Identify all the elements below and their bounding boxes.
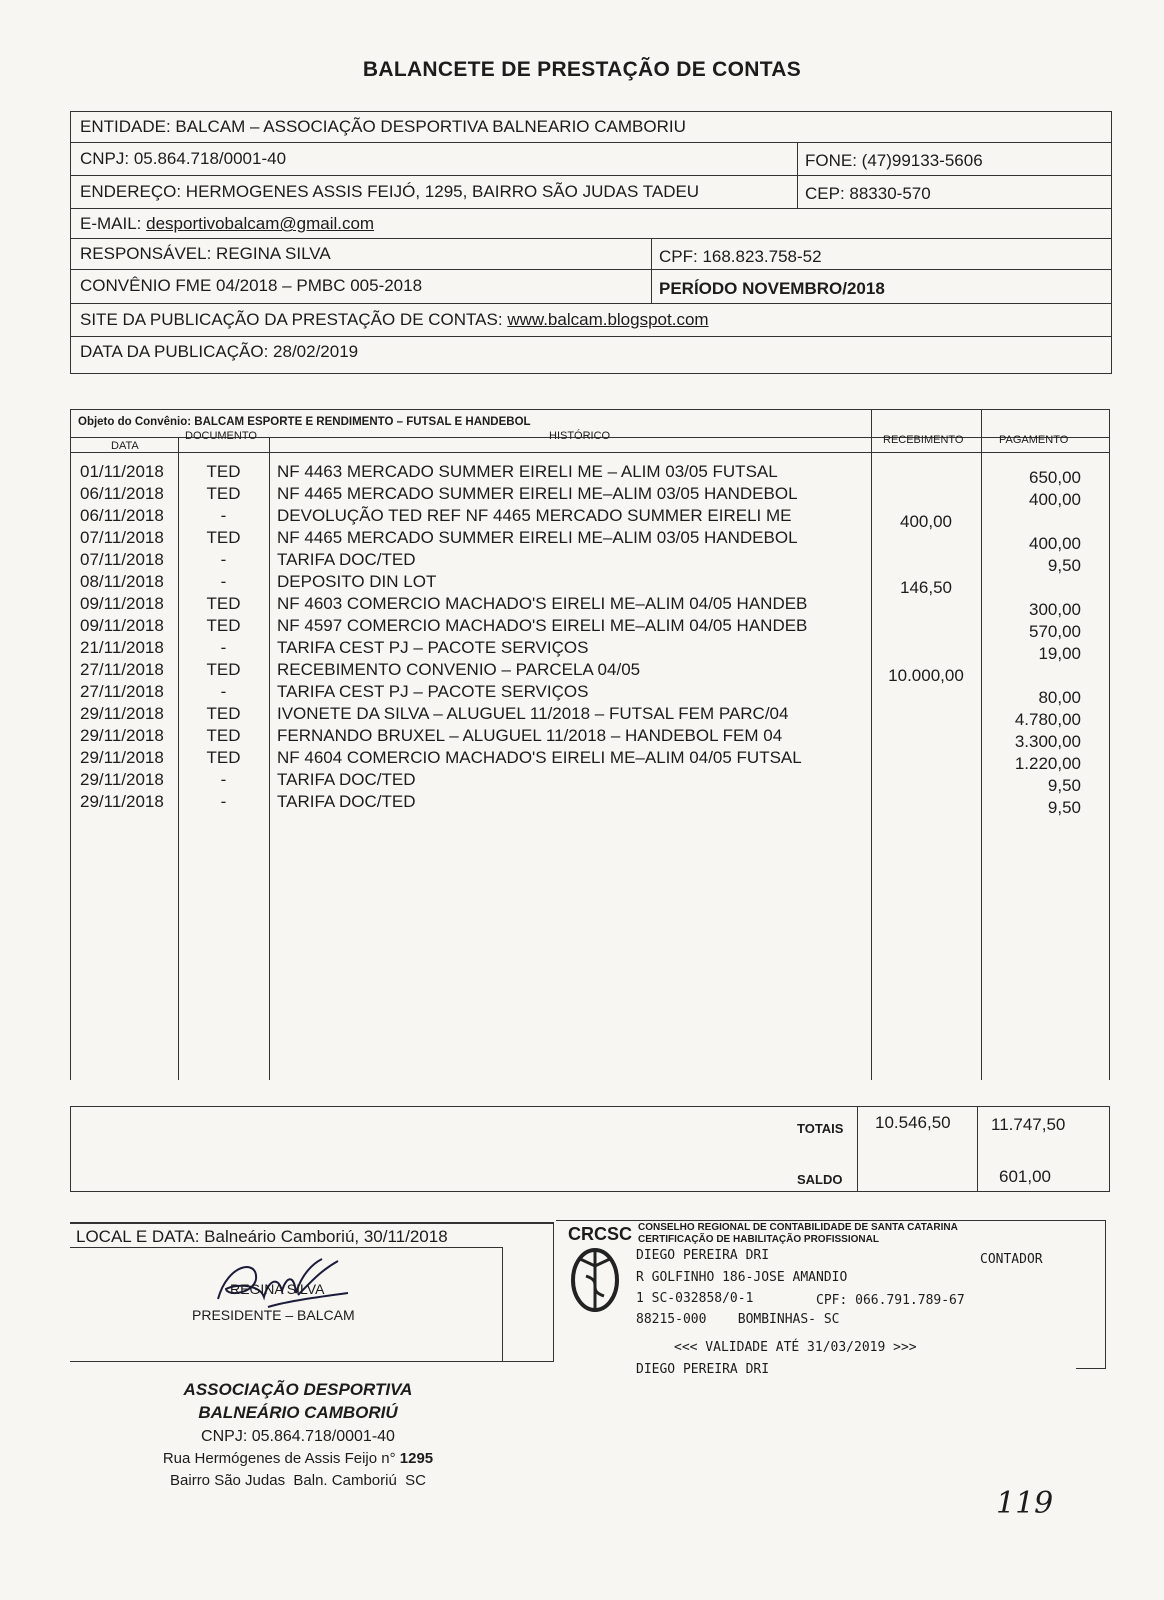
cell-historico: NF 4603 COMERCIO MACHADO'S EIRELI ME–ALIM 04/05 HANDEB	[277, 594, 808, 613]
stamp-org-text	[638, 1222, 958, 1246]
cell-historico: DEVOLUÇÃO TED REF NF 4465 MERCADO SUMMER EIRELI ME	[277, 506, 792, 525]
data-publicacao-text: DATA DA PUBLICAÇÃO: 28/02/2019	[80, 342, 359, 361]
cell-data: 07/11/2018	[80, 528, 164, 547]
cell-historico: TARIFA CEST PJ – PACOTE SERVIÇOS	[277, 682, 589, 701]
divider	[651, 238, 652, 303]
divider	[1076, 1368, 1106, 1369]
cell-documento: TED	[206, 704, 241, 723]
cell-documento: TED	[206, 726, 241, 745]
site-row	[80, 310, 709, 330]
cell-pagamento: 300,00	[1029, 600, 1081, 619]
site-label: SITE DA PUBLICAÇÃO DA PRESTAÇÃO DE CONTAS:	[80, 310, 508, 329]
divider	[797, 142, 798, 208]
cell-documento: TED	[206, 462, 241, 481]
cell-documento: -	[220, 506, 227, 525]
divider	[857, 1107, 858, 1191]
cell-documento: TED	[206, 528, 241, 547]
cell-pagamento: 1.220,00	[1014, 754, 1081, 773]
divider	[71, 336, 1111, 337]
signature-box	[70, 1222, 554, 1362]
divider	[556, 1220, 1106, 1221]
local-data-text: LOCAL E DATA: Balneário Camboriú, 30/11/2018	[76, 1227, 448, 1246]
table-row	[71, 638, 1109, 663]
cell-pagamento: 9,50	[1047, 798, 1081, 817]
stamp-address: R GOLFINHO 186-JOSE AMANDIO	[636, 1270, 848, 1285]
periodo-text: PERÍODO NOVEMBRO/2018	[659, 279, 885, 298]
col-header-pagamento: PAGAMENTO	[999, 434, 1069, 446]
col-header-recebimento: RECEBIMENTO	[883, 434, 964, 446]
cell-data: 27/11/2018	[80, 682, 164, 701]
cell-documento: -	[220, 550, 227, 569]
cell-data: 01/11/2018	[80, 462, 164, 481]
page-number: 119	[996, 1486, 1054, 1521]
stamp-name: DIEGO PEREIRA DRI	[636, 1248, 770, 1263]
table-row	[71, 550, 1109, 575]
cnpj-text: CNPJ: 05.864.718/0001-40	[80, 149, 287, 168]
table-row	[71, 792, 1109, 817]
email-link[interactable]: desportivobalcam@gmail.com	[146, 214, 375, 233]
divider	[71, 142, 1111, 143]
assoc-line2: BALNEÁRIO CAMBORIÚ	[198, 1403, 398, 1422]
table-row	[71, 616, 1109, 641]
stamp-org-short: CRCSC	[568, 1224, 633, 1244]
table-row	[71, 528, 1109, 553]
cell-historico: NF 4465 MERCADO SUMMER EIRELI ME–ALIM 03/05 HANDEBOL	[277, 484, 798, 503]
cell-pagamento: 3.300,00	[1014, 732, 1081, 751]
cell-documento: -	[220, 572, 227, 591]
table-row	[71, 594, 1109, 619]
cell-pagamento: 400,00	[1029, 534, 1081, 553]
saldo-label: SALDO	[797, 1172, 843, 1187]
divider	[1105, 1220, 1106, 1368]
table-row	[71, 704, 1109, 729]
cell-data: 21/11/2018	[80, 638, 164, 657]
assoc-rua	[130, 1450, 466, 1467]
totais-label: TOTAIS	[797, 1121, 844, 1136]
endereco-text: ENDEREÇO: HERMOGENES ASSIS FEIJÓ, 1295, BAIRRO SÃO JUDAS TADEU	[80, 182, 700, 201]
cell-data: 29/11/2018	[80, 792, 164, 811]
cell-documento: TED	[206, 484, 241, 503]
stamp-name-2: DIEGO PEREIRA DRI	[636, 1362, 770, 1377]
objeto-convenio: Objeto do Convênio: BALCAM ESPORTE E RENDIMENTO – FUTSAL E HANDEBOL	[78, 416, 531, 428]
divider	[977, 1107, 978, 1191]
fone-text: FONE: (47)99133-5606	[805, 151, 983, 170]
cell-data: 06/11/2018	[80, 506, 164, 525]
cell-documento: -	[220, 682, 227, 701]
cell-pagamento: 9,50	[1047, 556, 1081, 575]
cell-historico: TARIFA DOC/TED	[277, 792, 416, 811]
assoc-rua-number: 1295	[399, 1450, 434, 1467]
stamp-reg: 1 SC-032858/0-1	[636, 1291, 754, 1306]
cell-historico: NF 4597 COMERCIO MACHADO'S EIRELI ME–ALIM 04/05 HANDEB	[277, 616, 808, 635]
entidade-text: ENTIDADE: BALCAM – ASSOCIAÇÃO DESPORTIVA BALNEARIO CAMBORIU	[80, 117, 686, 136]
assoc-bairro: Bairro São Judas Baln. Camboriú SC	[170, 1472, 426, 1489]
responsavel-text: RESPONSÁVEL: REGINA SILVA	[80, 244, 331, 263]
cell-pagamento: 19,00	[1038, 644, 1081, 663]
stamp-city: 88215-000 BOMBINHAS- SC	[636, 1312, 840, 1327]
cell-historico: NF 4463 MERCADO SUMMER EIRELI ME – ALIM 03/05 FUTSAL	[277, 462, 778, 481]
site-link[interactable]: www.balcam.blogspot.com	[507, 310, 709, 329]
divider	[71, 269, 1111, 270]
accountant-stamp	[556, 1220, 1106, 1377]
total-pagamento: 11.747,50	[991, 1115, 1066, 1134]
table-row	[71, 748, 1109, 773]
divider	[502, 1247, 503, 1361]
cell-pagamento: 9,50	[1047, 776, 1081, 795]
stamp-org-line1: CONSELHO REGIONAL DE CONTABILIDADE DE SANTA CATARINA	[638, 1222, 958, 1233]
col-header-documento: DOCUMENTO	[185, 430, 257, 442]
divider	[71, 238, 1111, 239]
totals-box	[70, 1106, 1110, 1192]
cell-data: 29/11/2018	[80, 770, 164, 789]
caduceus-emblem	[568, 1246, 622, 1314]
cell-documento: TED	[206, 748, 241, 767]
cell-data: 29/11/2018	[80, 748, 164, 767]
divider	[71, 303, 1111, 304]
saldo-value: 601,00	[999, 1167, 1051, 1186]
table-row	[71, 484, 1109, 509]
email-label: E-MAIL:	[80, 214, 147, 233]
cell-documento: -	[220, 638, 227, 657]
divider	[71, 111, 1111, 112]
cell-historico: NF 4604 COMERCIO MACHADO'S EIRELI ME–ALIM 04/05 FUTSAL	[277, 748, 802, 767]
cell-historico: TARIFA DOC/TED	[277, 770, 416, 789]
table-row	[71, 506, 1109, 531]
cell-recebimento: 400,00	[900, 512, 952, 531]
divider	[71, 208, 1111, 209]
cell-documento: TED	[206, 594, 241, 613]
cell-historico: FERNANDO BRUXEL – ALUGUEL 11/2018 – HANDEBOL FEM 04	[277, 726, 783, 745]
stamp-cpf: CPF: 066.791.789-67	[816, 1293, 965, 1308]
signer-name: REGINA SILVA	[230, 1281, 325, 1297]
cpf-text: CPF: 168.823.758-52	[659, 247, 822, 266]
transactions-table	[70, 409, 1110, 1080]
cell-data: 09/11/2018	[80, 594, 164, 613]
cell-data: 07/11/2018	[80, 550, 164, 569]
assoc-cnpj: CNPJ: 05.864.718/0001-40	[201, 1428, 395, 1445]
cell-documento: TED	[206, 616, 241, 635]
cep-text: CEP: 88330-570	[805, 184, 931, 203]
convenio-text: CONVÊNIO FME 04/2018 – PMBC 005-2018	[80, 276, 423, 295]
table-row	[71, 660, 1109, 685]
cell-data: 06/11/2018	[80, 484, 164, 503]
cell-pagamento: 80,00	[1038, 688, 1081, 707]
cell-documento: -	[220, 770, 227, 789]
table-row	[71, 682, 1109, 707]
document-title: BALANCETE DE PRESTAÇÃO DE CONTAS	[362, 58, 802, 81]
header-info-box	[70, 111, 1112, 374]
cell-data: 29/11/2018	[80, 704, 164, 723]
cell-historico: DEPOSITO DIN LOT	[277, 572, 437, 591]
stamp-org-line2: CERTIFICAÇÃO DE HABILITAÇÃO PROFISSIONAL	[638, 1234, 879, 1245]
cell-historico: TARIFA DOC/TED	[277, 550, 416, 569]
divider	[71, 175, 1111, 176]
cell-data: 27/11/2018	[80, 660, 164, 679]
stamp-validade: <<< VALIDADE ATÉ 31/03/2019 >>>	[674, 1340, 917, 1355]
col-header-historico: HISTÓRICO	[549, 430, 611, 442]
assoc-line1: ASSOCIAÇÃO DESPORTIVA	[183, 1380, 413, 1399]
assoc-rua-prefix: Rua Hermógenes de Assis Feijo n°	[162, 1450, 400, 1467]
cell-pagamento: 570,00	[1029, 622, 1081, 641]
signer-role: PRESIDENTE – BALCAM	[192, 1307, 355, 1323]
table-row	[71, 572, 1109, 597]
cell-historico: TARIFA CEST PJ – PACOTE SERVIÇOS	[277, 638, 589, 657]
cell-recebimento: 10.000,00	[888, 666, 964, 685]
cell-data: 29/11/2018	[80, 726, 164, 745]
cell-data: 08/11/2018	[80, 572, 164, 591]
table-row	[71, 770, 1109, 795]
total-recebimento: 10.546,50	[875, 1113, 951, 1132]
cell-pagamento: 4.780,00	[1014, 710, 1081, 729]
cell-pagamento: 400,00	[1029, 490, 1081, 509]
cell-recebimento: 146,50	[900, 578, 952, 597]
divider	[70, 1247, 502, 1248]
cell-historico: RECEBIMENTO CONVENIO – PARCELA 04/05	[277, 660, 641, 679]
cell-documento: -	[220, 792, 227, 811]
cell-historico: IVONETE DA SILVA – ALUGUEL 11/2018 – FUTSAL FEM PARC/04	[277, 704, 789, 723]
table-row	[71, 726, 1109, 751]
table-row	[71, 462, 1109, 487]
cell-pagamento: 650,00	[1029, 468, 1081, 487]
cell-historico: NF 4465 MERCADO SUMMER EIRELI ME–ALIM 03/05 HANDEBOL	[277, 528, 798, 547]
email-row	[80, 214, 374, 234]
cell-documento: TED	[206, 660, 241, 679]
stamp-title: CONTADOR	[980, 1252, 1043, 1267]
divider	[71, 452, 1109, 453]
col-header-data: DATA	[111, 440, 139, 452]
divider	[70, 1223, 553, 1224]
cell-data: 09/11/2018	[80, 616, 164, 635]
